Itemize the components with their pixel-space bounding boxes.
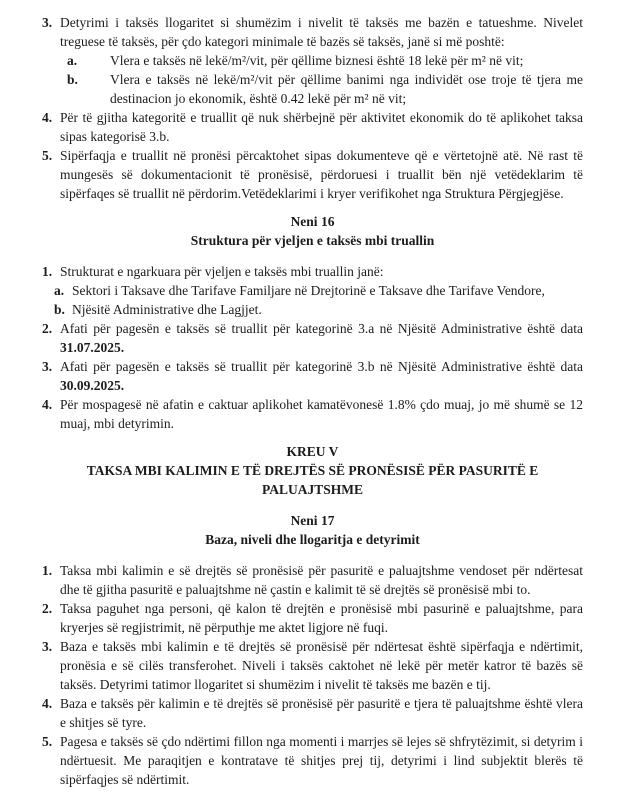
list-item [42, 108, 583, 146]
sub-item [42, 70, 583, 108]
list-item [42, 395, 583, 433]
list-item-text [60, 319, 583, 357]
sub-item-text: Vlera e taksës në lekë/m²/vit për qëllime banimi nga individët ose troje të tjera me destinacion jo ekonomik, është 0.42 lekë për m² në vit; [110, 72, 583, 106]
list-item-number: 3. [42, 15, 53, 30]
list-item-text: Taksa paguhet nga personi, që kalon të drejtën e pronësisë mbi pasurinë e paluajtshme, para kryerjes së regjistrimit, në përputhje me aktet ligjore në fuqi. [60, 601, 583, 635]
article-title: Baza, niveli dhe llogaritja e detyrimit [205, 532, 420, 547]
list-item-number: 4. [42, 696, 53, 711]
list-item-text: Pagesa e taksës së çdo ndërtimi fillon nga momenti i marrjes së lejes së shfrytëzimit, si detyrim i ndërtuesit. Me paraqitjen e kontratave të shitjes prej tij, detyrimi i lind subjektit blerës të sipërfaqjes së ndërtimit. [60, 734, 583, 787]
list-item-text: Sipërfaqja e truallit në pronësi përcaktohet sipas dokumenteve që e vërtetojnë atë. Në rast të mungesës së dokumentacionit të pronësisë, përdoruesi i truallit bën një vetëdeklarim të sipërfaqes së truallit në përdorim.Vetëdeklarimi i kryer verifikohet nga Struktura Përgjegjëse. [60, 148, 583, 201]
list-item-number: 4. [42, 110, 53, 125]
list-item [42, 599, 583, 637]
list-item-text: Taksa mbi kalimin e së drejtës së pronësisë për pasuritë e paluajtshme vendoset për ndërtesat dhe të gjitha pasuritë e paluajtshme në çastin e kalimit të së drejtës së pronësisë mbi to. [60, 563, 583, 597]
list-item-number: 3. [42, 359, 53, 374]
sub-item [42, 281, 583, 300]
list-item-text: Baza e taksës mbi kalimin e të drejtës së pronësisë për ndërtesat është sipërfaqja e ndërtimit, pronësia e së cilës transferohet. Niveli i taksës caktohet në lekë për metër katror të bazës së taksës. Detyrimi tatimor llogaritet si shumëzim i nivelit të taksës me bazën e tij. [60, 639, 583, 692]
sub-item-text: Sektori i Taksave dhe Tarifave Familjare në Drejtorinë e Taksave dhe Tarifave Vendore, [72, 283, 545, 298]
list-item [42, 694, 583, 732]
list-item-number: 1. [42, 264, 53, 279]
list-item [42, 357, 583, 395]
list-item [42, 637, 583, 694]
list-item [42, 262, 583, 281]
list-neni17 [42, 561, 583, 789]
article-number: Neni 17 [290, 513, 335, 528]
article-number: Neni 16 [290, 214, 335, 229]
list-item-number: 2. [42, 321, 53, 336]
deadline-date: 31.07.2025. [60, 340, 125, 355]
list-item-text-run: Afati për pagesën e taksës së truallit për kategorinë 3.a në Njësitë Administrative është data [60, 321, 583, 336]
sub-item [42, 300, 583, 319]
article-title: Struktura për vjeljen e taksës mbi truallin [190, 233, 435, 248]
list-item-text-run: Afati për pagesën e taksës së truallit për kategorinë 3.b në Njësitë Administrative është data [60, 359, 583, 374]
list-item-number: 5. [42, 734, 53, 749]
list-item-text: Për mospagesë në afatin e caktuar aplikohet kamatëvonesë 1.8% çdo muaj, jo më shumë se 12 muaj, mbi detyrimin. [60, 397, 583, 431]
sub-item-label: b. [67, 72, 78, 87]
deadline-date: 30.09.2025. [60, 378, 125, 393]
list-item [42, 732, 583, 789]
list-item-number: 2. [42, 601, 53, 616]
list-item-text: Për të gjitha kategoritë e truallit që nuk shërbejnë për aktivitet ekonomik do të aplikohet taksa sipas kategorisë 3.b. [60, 110, 583, 144]
list-item [42, 13, 583, 51]
list-item-number: 1. [42, 563, 53, 578]
sub-item-label: a. [67, 53, 78, 68]
list-neni16 [42, 262, 583, 433]
list-item-number: 4. [42, 397, 53, 412]
list-item-text: Baza e taksës për kalimin e të drejtës së pronësisë për pasuritë e tjera të paluajtshme është vlera e shitjes së tyre. [60, 696, 583, 730]
list-item-number: 5. [42, 148, 53, 163]
sub-item-text: Njësitë Administrative dhe Lagjjet. [72, 302, 262, 317]
list-item [42, 319, 583, 357]
sub-item [42, 51, 583, 70]
chapter-number: KREU V [286, 444, 339, 459]
list-item-text [60, 357, 583, 395]
list-item-text: Strukturat e ngarkuara për vjeljen e taksës mbi truallin janë: [60, 264, 384, 279]
sub-item-label: b. [54, 302, 65, 317]
list-item-number: 3. [42, 639, 53, 654]
list-item [42, 561, 583, 599]
chapter-title: TAKSA MBI KALIMIN E TË DREJTËS SË PRONËSISË PËR PASURITË E PALUAJTSHME [86, 463, 539, 497]
list-item-text: Detyrimi i taksës llogaritet si shumëzim i nivelit të taksës me bazën e tatueshme. Nivelet treguese të taksës, për çdo kategori minimale të bazës së taksës, janë si më poshtë: [60, 15, 583, 49]
list-item [42, 146, 583, 203]
sub-item-label: a. [54, 283, 65, 298]
list-trualli-levels [42, 13, 583, 203]
sub-item-text: Vlera e taksës në lekë/m²/vit, për qëllime biznesi është 18 lekë për m² në vit; [110, 53, 524, 68]
